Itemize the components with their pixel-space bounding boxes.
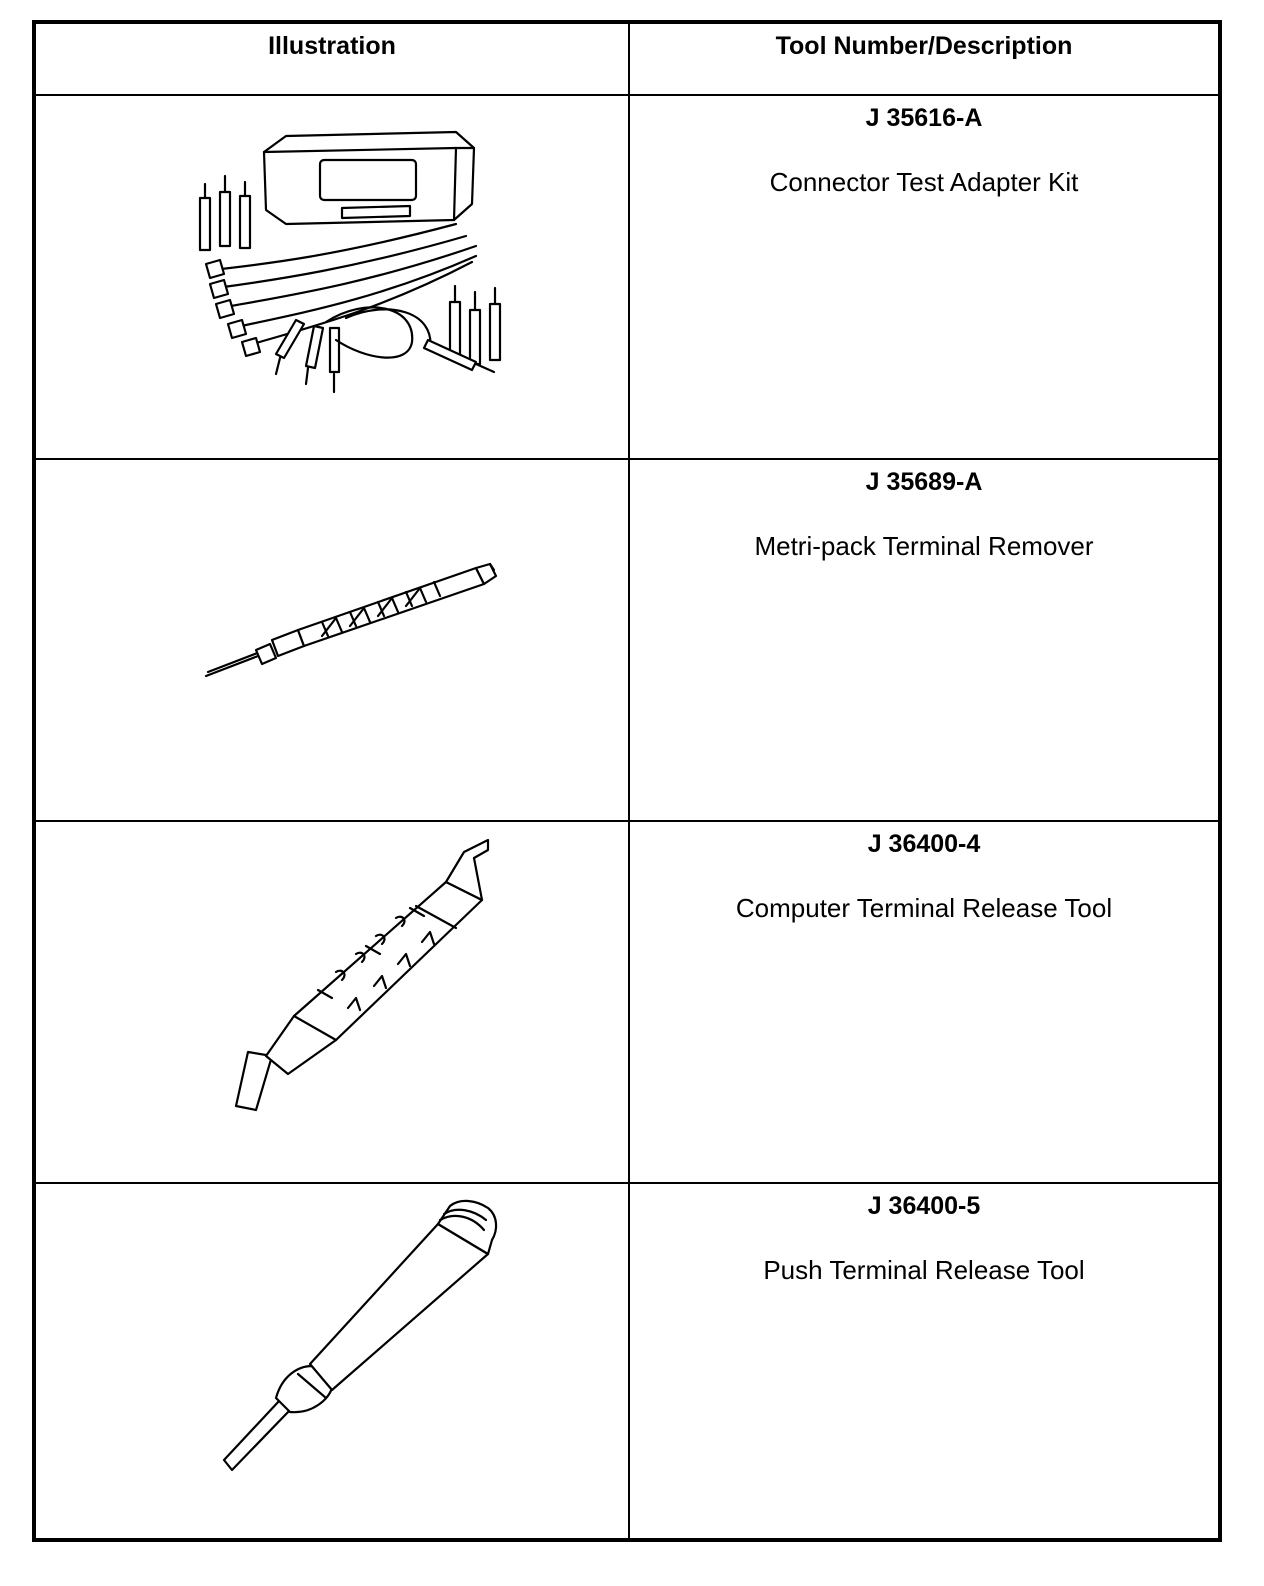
connector-test-adapter-kit-icon — [36, 96, 628, 458]
illustration-cell — [36, 96, 628, 458]
computer-terminal-release-tool-icon — [36, 822, 628, 1182]
header-tool-label: Tool Number/Description — [775, 32, 1073, 60]
table-row — [36, 460, 1218, 820]
tool-cell — [630, 460, 1218, 820]
tool-description: Push Terminal Release Tool — [763, 1255, 1085, 1285]
illustration-cell — [36, 822, 628, 1182]
tool-description: Connector Test Adapter Kit — [769, 167, 1079, 197]
tool-description: Metri-pack Terminal Remover — [754, 531, 1094, 561]
metri-pack-terminal-remover-icon — [36, 460, 628, 820]
tool-number: J 35689-A — [865, 468, 983, 496]
tool-number: J 36400-5 — [867, 1192, 981, 1220]
table-row — [36, 1184, 1218, 1542]
header-tool — [630, 24, 1218, 96]
tool-cell — [630, 822, 1218, 1182]
tool-number: J 35616-A — [865, 104, 983, 132]
tool-cell — [630, 1184, 1218, 1542]
header-illustration — [36, 24, 628, 96]
tool-cell — [630, 96, 1218, 458]
tool-table — [32, 20, 1222, 1542]
illustration-cell — [36, 460, 628, 820]
push-terminal-release-tool-icon — [36, 1184, 628, 1542]
tool-description: Computer Terminal Release Tool — [735, 893, 1113, 923]
illustration-cell — [36, 1184, 628, 1542]
table-row — [36, 96, 1218, 458]
header-illustration-label: Illustration — [268, 32, 396, 60]
tool-number: J 36400-4 — [867, 830, 981, 858]
table-row — [36, 822, 1218, 1182]
